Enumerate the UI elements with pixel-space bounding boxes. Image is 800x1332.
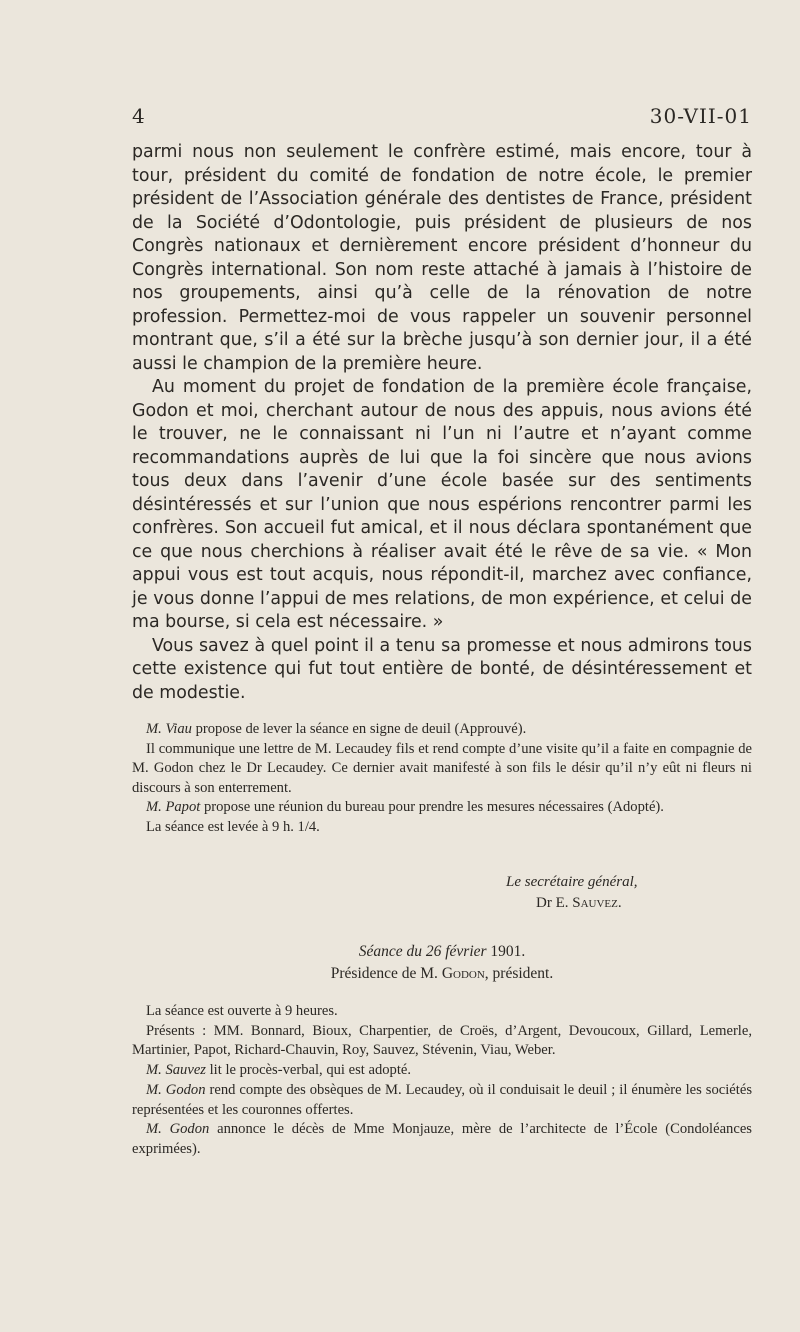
session-heading xyxy=(132,941,752,985)
session-presidency: Présidence de M. Godon, président. xyxy=(330,965,554,982)
speaker-name: M. Papot xyxy=(146,799,201,816)
speaker-name: M. Godon xyxy=(146,1081,206,1098)
minute-entry: M. Sauvez lit le procès-verbal, qui est adopté. xyxy=(146,1062,412,1079)
issue-date: 30-VII-01 xyxy=(649,104,752,128)
minute-entry: Il communique une lettre de M. Lecaudey fils et rend compte d’une visite qu’il a faite en compagnie de M. Godon chez le Dr Lecaudey. Ce dernier avait manifesté à son fils le désir qu’il n’y eût ni fleurs ni discours à son enterrement. xyxy=(132,740,752,796)
page-number: 4 xyxy=(132,104,145,128)
paragraph: Au moment du projet de fondation de la première école française, Godon et moi, cherchant autour de nous des appuis, nous avions été le trouver, ne le connaissant ni l’un ni l’autre et n’ayant comme recommandations auprès de lui que la foi sincère que nous avions tous deux dans l’avenir d’une école basée sur des sentiments désintéressés et sur l’union que nous espérions rencontrer parmi les confrères. Son accueil fut amical, et il nous déclara spontanément que ce que nous cherchions à réaliser avait été le rêve de sa vie. « Mon appui vous est tout acquis, nous répondit-il, marchez avec confiance, je vous donne l’appui de mes relations, de mon expérience, et celui de ma bourse, si cela est nécessaire. » xyxy=(132,377,752,632)
signature-title: Le secrétaire général, xyxy=(506,874,638,890)
speaker-name: M. Viau xyxy=(146,721,192,737)
minute-entry: Présents : MM. Bonnard, Bioux, Charpentier, de Croës, d’Argent, Devoucoux, Gillard, Lemerle, Martinier, Papot, Richard-Chauvin, Roy, Sauvez, Stévenin, Viau, Weber. xyxy=(132,1022,752,1059)
meeting-minutes xyxy=(132,720,752,838)
paragraph: parmi nous non seulement le confrère estimé, mais encore, tour à tour, président du comité de fondation de notre école, le premier président de l’Association générale des dentistes de France, président de la Société d’Odontologie, puis président de plusieurs de nos Congrès nationaux et dernièrement encore président d’honneur du Congrès international. Son nom reste attaché à jamais à l’histoire de nos groupements, ainsi qu’à celle de la rénovation de notre profession. Permettez-moi de vous rappeler un souvenir personnel montrant que, s’il a été sur la brèche jusqu’à son dernier jour, il a été aussi le champion de la première heure. xyxy=(132,142,752,374)
speaker-name: M. Godon xyxy=(146,1121,210,1138)
signature-block xyxy=(132,872,752,916)
eulogy-text xyxy=(132,141,752,705)
speaker-name: M. Sauvez xyxy=(146,1062,206,1079)
signature-name: Dr E. Sauvez. xyxy=(536,895,622,911)
minute-entry: M. Papot propose une réunion du bureau pour prendre les mesures nécessaires (Adopté). xyxy=(146,799,664,816)
paragraph: Vous savez à quel point il a tenu sa promesse et nous admirons tous cette existence qui fut tout entière de bonté, de désintéressement et de modestie. xyxy=(132,635,752,703)
page-header xyxy=(132,104,752,132)
session-date: Séance du 26 février 1901. xyxy=(358,943,526,960)
minute-entry: La séance est ouverte à 9 heures. xyxy=(146,1003,338,1019)
minute-entry: M. Godon rend compte des obsèques de M. Lecaudey, où il conduisait le deuil ; il énumère les sociétés représentées et les couronnes offertes. xyxy=(132,1081,752,1118)
session-minutes xyxy=(132,1002,752,1160)
minute-entry: M. Viau propose de lever la séance en signe de deuil (Approuvé). xyxy=(146,721,527,737)
minute-entry: La séance est levée à 9 h. 1/4. xyxy=(146,818,320,835)
minute-entry: M. Godon annonce le décès de Mme Monjauze, mère de l’architecte de l’École (Condoléances exprimées). xyxy=(132,1121,752,1157)
